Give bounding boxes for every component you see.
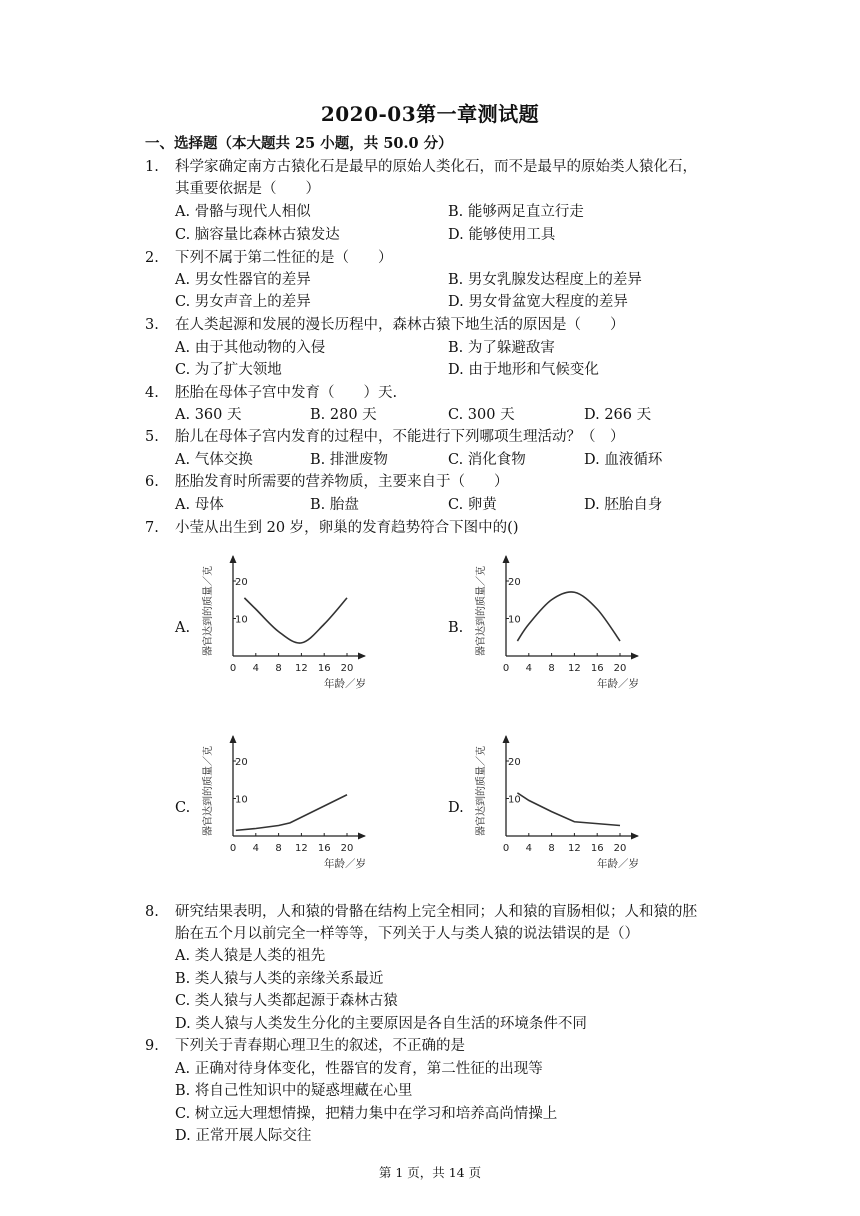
y-axis-label: 器官达到的质量／克 (203, 566, 214, 656)
question-text: 胎在五个月以前完全一样等等，下列关于人与类人猿的说法错误的是（） (175, 926, 639, 942)
question-number: 5. (145, 429, 159, 445)
question-number: 7. (145, 520, 159, 536)
y-axis-label: 器官达到的质量／克 (476, 746, 487, 836)
option: A. 360 天 (175, 407, 242, 423)
question-text: 胚胎在母体子宫中发育（ ）天. (175, 385, 398, 401)
option: C. 卵黄 (448, 497, 497, 513)
option: B. 为了躲避敌害 (448, 340, 555, 356)
x-tick-label: 16 (317, 663, 331, 674)
x-tick-label: 20 (613, 663, 627, 674)
page-title: 2020-03第一章测试题 (320, 102, 540, 126)
y-tick-label: 10 (508, 614, 521, 626)
question-number: 1. (145, 159, 159, 175)
option: B. 排泄废物 (310, 452, 388, 468)
question-text: 下列不属于第二性征的是（ ） (175, 250, 393, 266)
x-tick-label: 0 (229, 663, 237, 674)
x-tick-label: 8 (275, 663, 282, 674)
y-tick-label: 10 (235, 614, 248, 626)
series-line (517, 793, 620, 826)
option: B. 类人猿与人类的亲缘关系最近 (175, 971, 384, 987)
x-tick-label: 16 (317, 843, 331, 854)
option: D. 男女骨盆宽大程度的差异 (448, 294, 628, 310)
question-number: 9. (145, 1038, 159, 1054)
x-axis-arrow (631, 653, 639, 660)
series-line (244, 598, 347, 643)
question-text: 科学家确定南方古猿化石是最早的原始人类化石，而不是最早的原始类人猿化石， (175, 159, 697, 175)
x-tick-label: 4 (525, 663, 532, 674)
option: B. 将自己性知识中的疑惑埋藏在心里 (175, 1083, 413, 1099)
chart-c (195, 728, 395, 876)
option: C. 类人猿与人类都起源于森林古猿 (175, 993, 398, 1009)
x-tick-label: 0 (502, 663, 510, 674)
option: C. 脑容量比森林古猿发达 (175, 227, 340, 243)
question-number: 8. (145, 904, 159, 920)
option: A. 类人猿是人类的祖先 (175, 948, 326, 964)
option: B. 胎盘 (310, 497, 359, 513)
y-tick-label: 10 (508, 794, 521, 806)
option: B. 能够两足直立行走 (448, 204, 584, 220)
option: D. 由于地形和气候变化 (448, 362, 599, 378)
question-number: 3. (145, 317, 159, 333)
option: C. 男女声音上的差异 (175, 294, 311, 310)
y-axis-arrow (503, 735, 510, 743)
chart-option-label: C. (175, 800, 191, 816)
x-axis-label: 年龄／岁 (597, 678, 639, 690)
x-axis-arrow (358, 833, 366, 840)
option: B. 男女乳腺发达程度上的差异 (448, 272, 642, 288)
option: C. 为了扩大领地 (175, 362, 282, 378)
x-tick-label: 4 (525, 843, 532, 854)
option: B. 280 天 (310, 407, 377, 423)
x-axis-label: 年龄／岁 (324, 858, 366, 870)
x-axis-label: 年龄／岁 (324, 678, 366, 690)
x-tick-label: 8 (548, 663, 555, 674)
question-text: 在人类起源和发展的漫长历程中，森林古猿下地生活的原因是（ ） (175, 317, 625, 333)
option: D. 胚胎自身 (584, 497, 663, 513)
option: A. 男女性器官的差异 (175, 272, 311, 288)
chart-a (195, 548, 395, 696)
x-tick-label: 4 (252, 843, 259, 854)
question-number: 4. (145, 385, 159, 401)
x-tick-label: 8 (548, 843, 555, 854)
option: C. 300 天 (448, 407, 515, 423)
option: D. 能够使用工具 (448, 227, 556, 243)
chart-d (468, 728, 668, 876)
option: D. 血液循环 (584, 452, 663, 468)
section-heading: 一、选择题（本大题共 25 小题，共 50.0 分） (145, 135, 453, 152)
chart-b (468, 548, 668, 696)
x-tick-label: 12 (568, 663, 581, 674)
option: A. 正确对待身体变化，性器官的发育，第二性征的出现等 (175, 1061, 543, 1077)
x-axis-label: 年龄／岁 (597, 858, 639, 870)
y-tick-label: 20 (508, 577, 521, 588)
option: A. 由于其他动物的入侵 (175, 340, 326, 356)
option: A. 气体交换 (175, 452, 253, 468)
y-tick-label: 20 (508, 757, 521, 768)
series-line (236, 795, 347, 831)
x-tick-label: 16 (590, 843, 604, 854)
x-tick-label: 12 (568, 843, 581, 854)
question-text: 其重要依据是（ ） (175, 181, 320, 197)
x-tick-label: 12 (295, 843, 308, 854)
x-tick-label: 12 (295, 663, 308, 674)
option: D. 正常开展人际交往 (175, 1128, 312, 1144)
y-tick-label: 10 (235, 794, 248, 806)
x-tick-label: 20 (340, 843, 354, 854)
x-tick-label: 4 (252, 663, 259, 674)
x-axis-arrow (358, 653, 366, 660)
question-number: 6. (145, 474, 159, 490)
option: C. 消化食物 (448, 452, 526, 468)
x-tick-label: 8 (275, 843, 282, 854)
option: A. 骨骼与现代人相似 (175, 204, 311, 220)
x-tick-label: 20 (340, 663, 354, 674)
y-tick-label: 20 (235, 757, 248, 768)
question-text: 研究结果表明，人和猿的骨骼在结构上完全相同；人和猿的盲肠相似；人和猿的胚 (175, 904, 697, 920)
chart-option-label: D. (448, 800, 464, 816)
x-axis-arrow (631, 833, 639, 840)
x-tick-label: 20 (613, 843, 627, 854)
question-text: 下列关于青春期心理卫生的叙述，不正确的是 (175, 1038, 465, 1054)
option: A. 母体 (175, 497, 224, 513)
y-tick-label: 20 (235, 577, 248, 588)
y-axis-arrow (230, 735, 237, 743)
question-text: 小莹从出生到 20 岁，卵巢的发育趋势符合下图中的() (175, 520, 519, 536)
chart-option-label: A. (175, 620, 191, 636)
y-axis-label: 器官达到的质量／克 (203, 746, 214, 836)
y-axis-arrow (503, 555, 510, 563)
question-text: 胎儿在母体子宫内发育的过程中，不能进行下列哪项生理活动？（ ） (175, 429, 625, 445)
x-tick-label: 16 (590, 663, 604, 674)
x-tick-label: 0 (502, 843, 510, 854)
question-text: 胚胎发育时所需要的营养物质，主要来自于（ ） (175, 474, 509, 490)
series-line (517, 592, 620, 641)
x-tick-label: 0 (229, 843, 237, 854)
option: C. 树立远大理想情操，把精力集中在学习和培养高尚情操上 (175, 1106, 558, 1122)
option: D. 类人猿与人类发生分化的主要原因是各自生活的环境条件不同 (175, 1016, 587, 1032)
option: D. 266 天 (584, 407, 652, 423)
y-axis-arrow (230, 555, 237, 563)
page-footer: 第 1 页，共 14 页 (378, 1165, 482, 1180)
chart-option-label: B. (448, 620, 464, 636)
question-number: 2. (145, 250, 159, 266)
y-axis-label: 器官达到的质量／克 (476, 566, 487, 656)
